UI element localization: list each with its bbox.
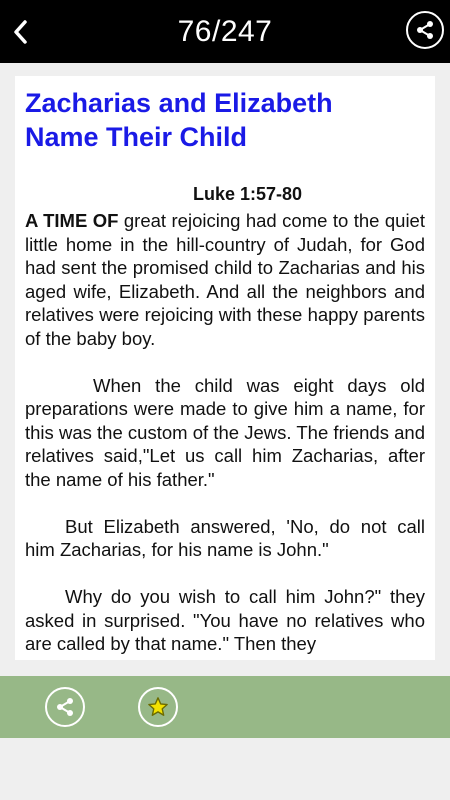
top-bar: [0, 0, 450, 63]
share-icon: [415, 20, 435, 40]
star-icon: [147, 696, 169, 718]
share-story-button[interactable]: [45, 687, 85, 727]
share-button[interactable]: [406, 11, 444, 49]
story-title: [25, 86, 421, 154]
page-counter: 76/247: [177, 14, 273, 48]
paragraph-1: [25, 209, 425, 350]
story-body: [25, 209, 425, 656]
share-icon: [55, 697, 75, 717]
paragraph-4: Why do you wish to call him John?" they asked in surprised. "You have no relatives who are called by that name." Then they: [25, 586, 425, 654]
scripture-reference: Luke 1:57-80: [192, 184, 303, 204]
favorite-button[interactable]: [138, 687, 178, 727]
story-card[interactable]: [15, 76, 435, 660]
bottom-bar: [0, 676, 450, 738]
story-title-line2: Name Their Child: [25, 122, 248, 152]
story-title-line1: Zacharias and Elizabeth: [25, 88, 333, 118]
paragraph-2: When the child was eight days old preparations were made to give him a name, for this was the custom of the Jews. The friends and relatives said,"Let us call him Zacharias, after the name of his father.": [25, 374, 425, 490]
paragraph-1-text: great rejoicing had come to the quiet little home in the hill-country of Judah, for God had sent the promised child to Zacharias and his aged wife, Elizabeth. And all the neighbors and relatives were rejoicing with these happy parents of the baby boy.: [25, 210, 425, 349]
paragraph-lead: A TIME OF: [25, 210, 119, 231]
paragraph-3: But Elizabeth answered, 'No, do not call him Zacharias, for his name is John.": [25, 515, 425, 560]
